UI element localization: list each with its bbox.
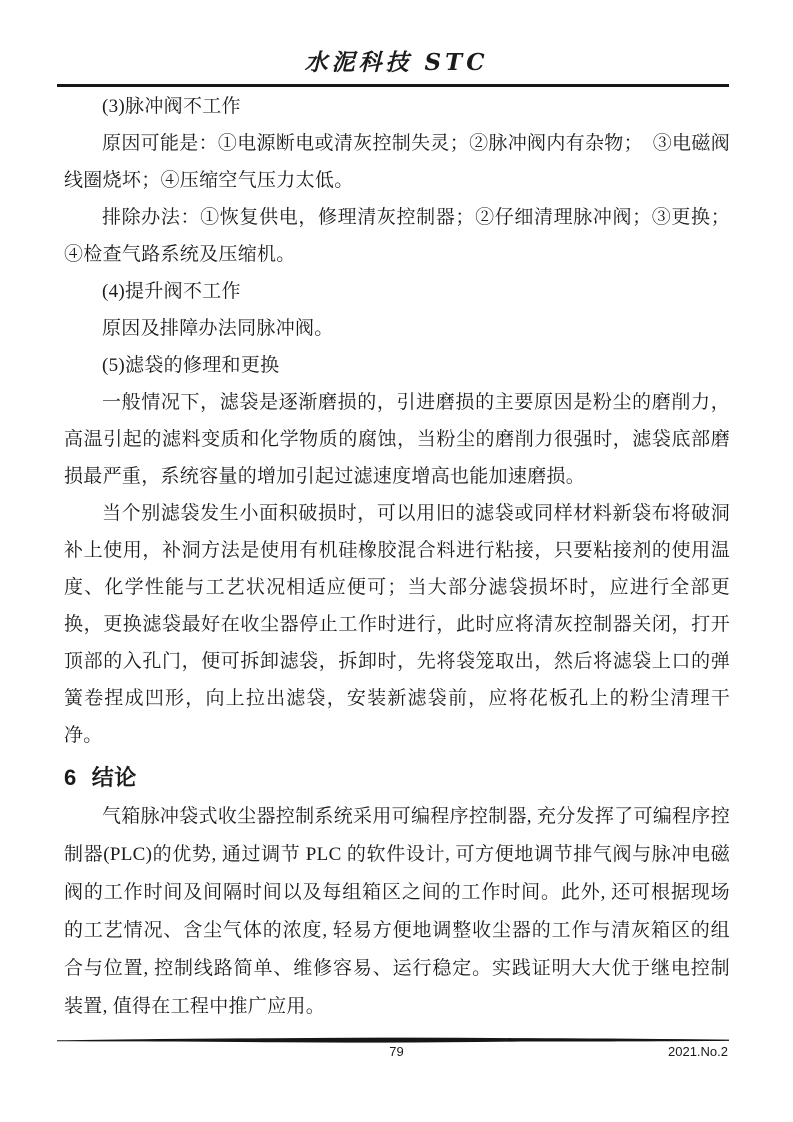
body-paragraph: 一般情况下，滤袋是逐渐磨损的，引进磨损的主要原因是粉尘的磨削力，高温引起的滤料变质和化学物质的腐蚀，当粉尘的磨削力很强时，滤袋底部磨损最严重，系统容量的增加引起过滤速度增高也能加速磨损。: [64, 392, 730, 487]
journal-title: 水泥科技 STC: [304, 49, 489, 76]
page-number: 79: [389, 1044, 404, 1059]
footer-divider: [57, 1036, 729, 1044]
section-heading: [64, 760, 730, 796]
issue-number: 2021.No.2: [668, 1044, 728, 1059]
section-number: 6: [64, 765, 77, 790]
conclusion-paragraph: 气箱脉冲袋式收尘器控制系统采用可编程序控制器, 充分发挥了可编程序控制器(PLC)的优势, 通过调节 PLC 的软件设计, 可方便地调节排气阀与脉冲电磁阀的工作时间及间隔时间以及每组箱区之间的工作时间。此外, 还可根据现场的工艺情况、含尘气体的浓度, 轻易方便地调整收尘器的工作与清灰箱区的组合与位置, 控制线路简单、维修容易、运行稳定。实践证明大大优于继电控制装置, 值得在工程中推广应用。: [64, 806, 730, 1017]
body-paragraph: (5)滤袋的修理和更换: [102, 355, 280, 376]
body-paragraph: (3)脉冲阀不工作: [102, 96, 241, 117]
article-body: [64, 88, 730, 1026]
body-paragraph: (4)提升阀不工作: [102, 281, 241, 302]
body-paragraph: 原因及排障办法同脉冲阀。: [102, 318, 334, 339]
section-title: 结论: [91, 765, 137, 790]
body-paragraph: 排除办法：①恢复供电，修理清灰控制器；②仔细清理脉冲阀；③更换；④检查气路系统及压缩机。: [64, 207, 730, 265]
body-paragraph: 当个别滤袋发生小面积破损时，可以用旧的滤袋或同样材料新袋布将破洞补上使用，补洞方法是使用有机硅橡胶混合料进行粘接，只要粘接剂的使用温度、化学性能与工艺状况相适应便可；当大部分滤袋损坏时，应进行全部更换，更换滤袋最好在收尘器停止工作时进行，此时应将清灰控制器关闭，打开顶部的入孔门，便可拆卸滤袋，拆卸时，先将袋笼取出，然后将滤袋上口的弹簧卷捏成凹形，向上拉出滤袋，安装新滤袋前，应将花板孔上的粉尘清理干净。: [64, 503, 730, 746]
header-divider: [57, 84, 729, 87]
body-paragraph: 原因可能是：①电源断电或清灰控制失灵；②脉冲阀内有杂物； ③电磁阀线圈烧坏；④压缩空气压力太低。: [64, 133, 730, 191]
